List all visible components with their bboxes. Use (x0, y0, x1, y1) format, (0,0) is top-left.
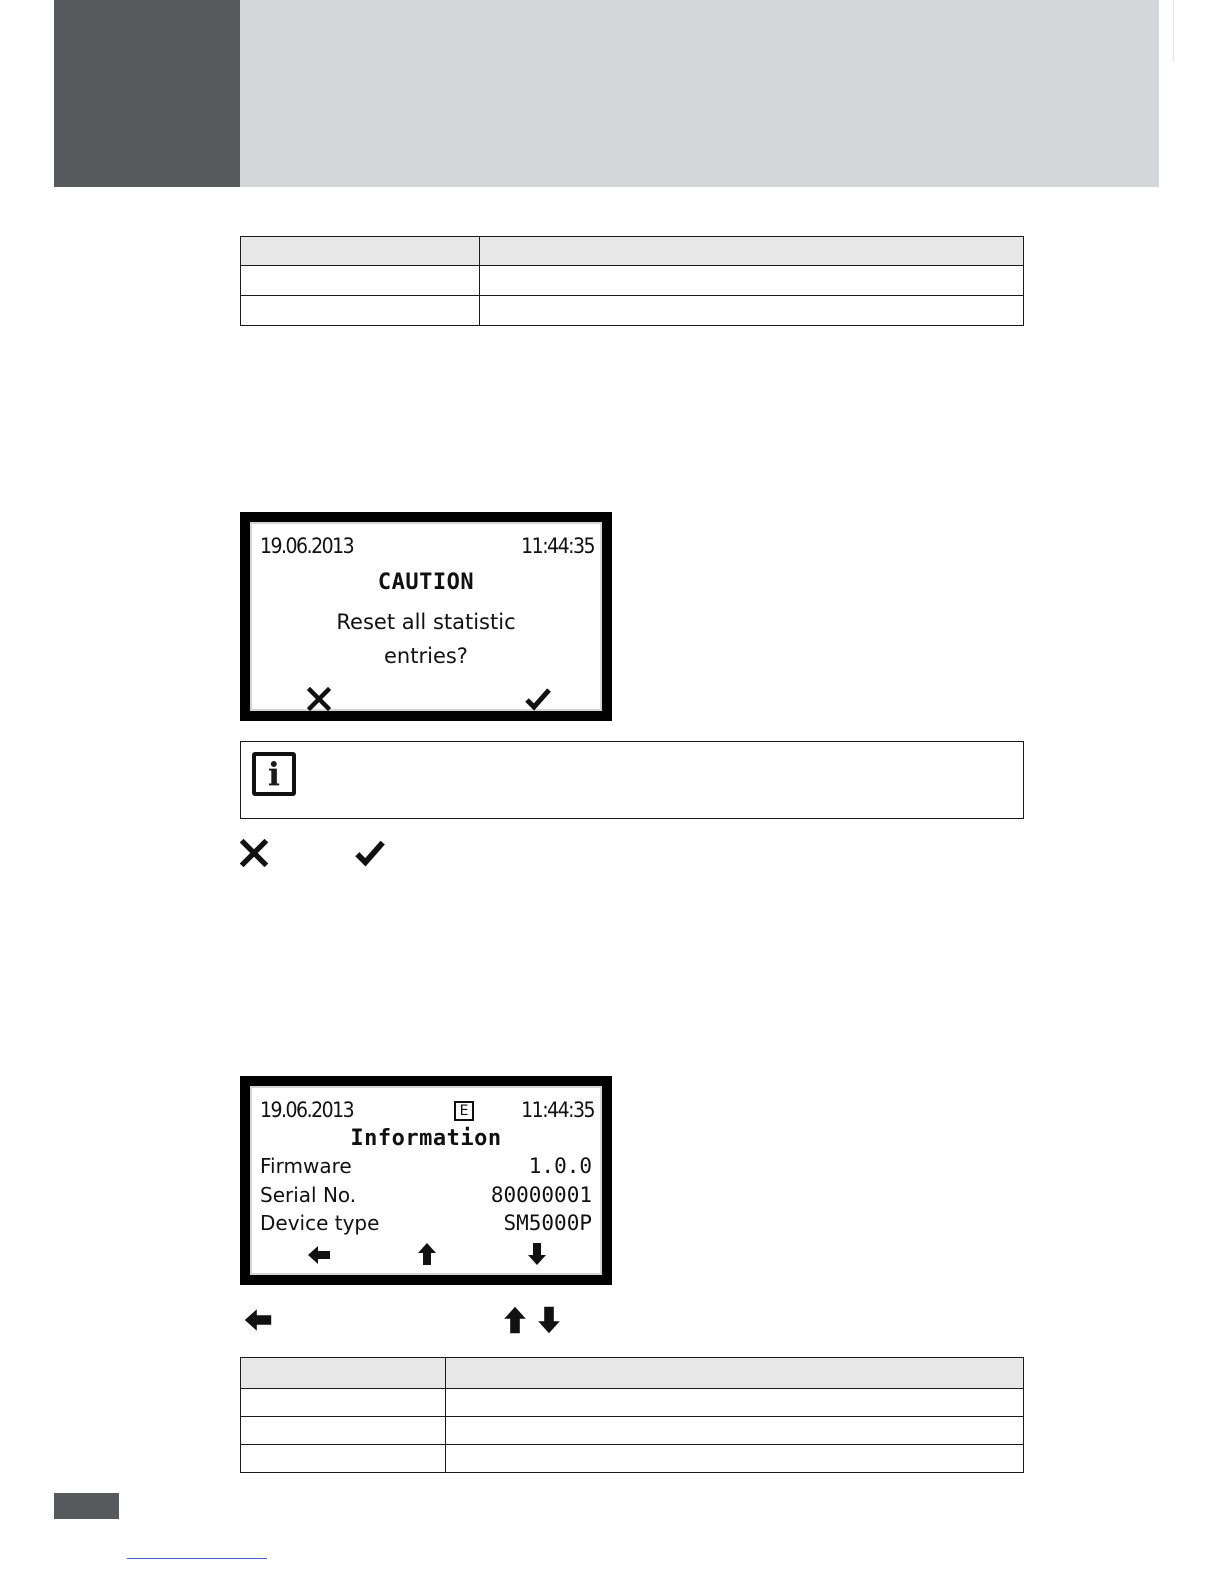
footer-link-underline[interactable] (127, 1558, 267, 1559)
caution-title: CAUTION (377, 570, 475, 595)
display-time: 11:44:35 (521, 534, 594, 558)
arrow-down-icon[interactable] (526, 1241, 548, 1267)
arrow-left-icon (242, 1306, 274, 1334)
table-row (241, 1389, 1024, 1417)
check-icon (354, 838, 386, 868)
information-display (240, 1076, 612, 1285)
info-note-box (240, 741, 1024, 819)
firmware-value: 1.0.0 (528, 1154, 592, 1178)
table-row (241, 1445, 1024, 1473)
arrow-up-icon (502, 1304, 528, 1336)
page-edge-line (1173, 0, 1174, 62)
display-screen (250, 522, 602, 711)
caution-message-line1: Reset all statistic (336, 610, 516, 634)
table-header-row (241, 237, 1024, 266)
chapter-header-tab (54, 0, 240, 187)
caution-display (240, 512, 612, 721)
arrow-down-icon (536, 1304, 562, 1336)
display-date: 19.06.2013 (260, 1098, 354, 1122)
arrow-up-icon[interactable] (416, 1241, 438, 1267)
check-icon[interactable] (524, 686, 552, 712)
chapter-header-band (240, 0, 1159, 187)
display-time: 11:44:35 (521, 1098, 594, 1122)
table-header-row (241, 1358, 1024, 1389)
page-number-tab (54, 1493, 119, 1519)
device-type-label: Device type (260, 1211, 380, 1235)
x-icon (239, 838, 269, 868)
info-icon: i (252, 752, 296, 796)
parameter-table-bottom (240, 1357, 1024, 1473)
information-title: Information (350, 1126, 502, 1151)
display-screen (250, 1086, 602, 1275)
x-icon[interactable] (306, 686, 332, 712)
serial-label: Serial No. (260, 1183, 357, 1207)
serial-value: 80000001 (490, 1183, 592, 1207)
arrow-left-icon[interactable] (306, 1243, 332, 1267)
firmware-label: Firmware (260, 1154, 352, 1178)
device-type-value: SM5000P (503, 1211, 592, 1235)
table-row (241, 266, 1024, 296)
caution-message-line2: entries? (384, 644, 468, 668)
status-indicator-icon: E (454, 1101, 474, 1121)
display-date: 19.06.2013 (260, 534, 354, 558)
table-row (241, 296, 1024, 326)
parameter-table-top (240, 236, 1024, 326)
table-row (241, 1417, 1024, 1445)
